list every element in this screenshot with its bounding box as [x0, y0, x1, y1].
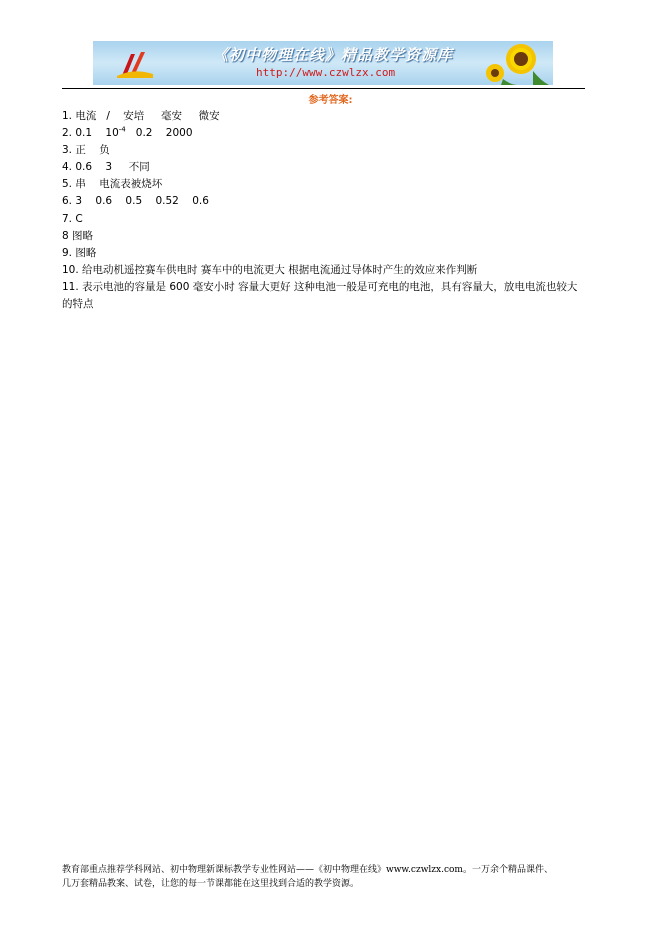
answer-5: 5. 串 电流表被烧坏	[62, 178, 163, 191]
answers-heading: 参考答案:	[308, 95, 353, 106]
answer-10: 10. 给电动机遥控赛车供电时 赛车中的电流更大 根据电流通过导体时产生的效应来作判断	[62, 263, 478, 276]
answer-9: 9. 图略	[62, 246, 97, 259]
banner-url: http://www.czwlzx.com	[256, 66, 396, 79]
footer-line-1: 教育部重点推荐学科网站、初中物理新课标教学专业性网站——《初中物理在线》www.czwlzx.com。一万余个精品课件、	[62, 865, 553, 875]
answer-7: 7. C	[62, 212, 83, 225]
answer-list	[62, 108, 587, 313]
answer-6: 6. 3 0.6 0.5 0.52 0.6	[62, 195, 209, 208]
answer-2-exponent: -4	[118, 125, 126, 134]
page-footer	[62, 863, 602, 891]
answer-4: 4. 0.6 3 不同	[62, 161, 150, 174]
header-divider	[62, 88, 585, 89]
sunflower-icon	[483, 41, 553, 85]
answer-11: 11. 表示电池的容量是 600 毫安小时 容量大更好 这种电池一般是可充电的电池，具有容量大，放电电流也较大的特点	[62, 280, 578, 311]
answer-2	[62, 125, 587, 142]
answer-2-part-b: 0.2 2000	[125, 127, 193, 140]
answer-8: 8 图略	[62, 229, 94, 242]
answer-2-part-a: 2. 0.1 10	[62, 127, 119, 140]
site-logo-icon	[115, 48, 155, 80]
header-banner	[93, 41, 553, 85]
answer-3: 3. 正 负	[62, 144, 110, 157]
answer-1: 1. 电流 / 安培 毫安 微安	[62, 110, 220, 122]
banner-title: 《初中物理在线》精品教学资源库	[213, 46, 454, 64]
footer-line-2: 几万套精品教案、试卷，让您的每一节课都能在这里找到合适的教学资源。	[62, 879, 360, 889]
